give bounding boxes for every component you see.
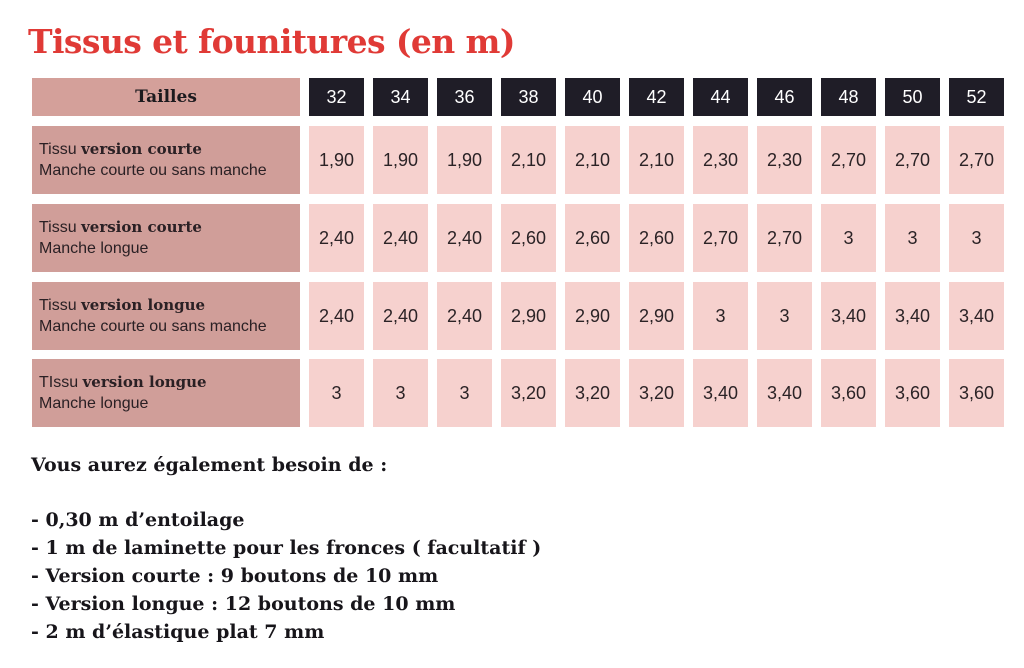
table-cell: 2,60 [629,204,684,272]
table-cell: 2,70 [885,126,940,194]
size-header: 36 [437,78,492,116]
table-cell: 2,10 [565,126,620,194]
table-cell: 3,60 [821,359,876,427]
row-label-sleeve: Manche courte ou sans manche [39,162,267,179]
table-cell: 2,40 [437,204,492,272]
size-header: 48 [821,78,876,116]
table-cell: 2,60 [501,204,556,272]
supply-item: - 2 m d’élastique plat 7 mm [31,621,325,643]
table-cell: 3 [437,359,492,427]
table-cell: 3,60 [949,359,1004,427]
supply-item: - Version longue : 12 boutons de 10 mm [31,593,456,615]
table-cell: 2,30 [693,126,748,194]
table-cell: 3,20 [565,359,620,427]
table-cell: 3,20 [629,359,684,427]
size-header: 46 [757,78,812,116]
supplies-section [31,452,541,646]
table-cell: 1,90 [437,126,492,194]
row-label-sleeve: Manche longue [39,395,149,412]
table-cell: 2,70 [821,126,876,194]
table-cell: 3,40 [885,282,940,350]
table-cell: 2,10 [629,126,684,194]
table-cell: 3,60 [885,359,940,427]
table-cell: 2,70 [757,204,812,272]
table-cell: 3 [885,204,940,272]
row-label-sleeve: Manche courte ou sans manche [39,318,267,335]
table-cell: 2,40 [309,204,364,272]
table-cell: 2,30 [757,126,812,194]
table-cell: 3 [821,204,876,272]
row-label [32,359,300,427]
row-label-sleeve: Manche longue [39,240,149,257]
size-header: 44 [693,78,748,116]
supply-item: - 0,30 m d’entoilage [31,509,245,531]
table-cell: 2,40 [437,282,492,350]
table-cell: 3 [373,359,428,427]
size-header: 32 [309,78,364,116]
table-cell: 2,60 [565,204,620,272]
size-header: 40 [565,78,620,116]
table-cell: 2,40 [373,282,428,350]
table-cell: 3 [309,359,364,427]
table-cell: 3,40 [821,282,876,350]
supplies-heading: Vous aurez également besoin de : [31,454,388,476]
table-cell: 3,40 [693,359,748,427]
table-cell: 2,90 [501,282,556,350]
page-title: Tissus et founitures (en m) [28,22,515,61]
table-cell: 2,90 [629,282,684,350]
table-cell: 1,90 [373,126,428,194]
row-label [32,204,300,272]
row-label-title: Tissu version longue [39,296,206,314]
table-cell: 3 [693,282,748,350]
table-cell: 3,40 [949,282,1004,350]
table-cell: 3 [757,282,812,350]
row-label-title: Tissu version courte [39,218,202,236]
size-header: 50 [885,78,940,116]
table-cell: 2,90 [565,282,620,350]
table-cell: 2,10 [501,126,556,194]
row-label-title: Tissu version courte [39,140,202,158]
table-cell: 3,20 [501,359,556,427]
row-label-title: TIssu version longue [39,373,207,391]
row-label [32,282,300,350]
sizes-header-label: Tailles [32,78,300,116]
table-cell: 2,40 [373,204,428,272]
table-cell: 2,70 [693,204,748,272]
size-header: 52 [949,78,1004,116]
table-cell: 3,40 [757,359,812,427]
size-header: 34 [373,78,428,116]
table-cell: 1,90 [309,126,364,194]
table-cell: 2,40 [309,282,364,350]
size-header: 38 [501,78,556,116]
supply-item: - Version courte : 9 boutons de 10 mm [31,565,439,587]
row-label [32,126,300,194]
table-cell: 2,70 [949,126,1004,194]
supply-item: - 1 m de laminette pour les fronces ( facultatif ) [31,537,542,559]
size-header: 42 [629,78,684,116]
table-cell: 3 [949,204,1004,272]
